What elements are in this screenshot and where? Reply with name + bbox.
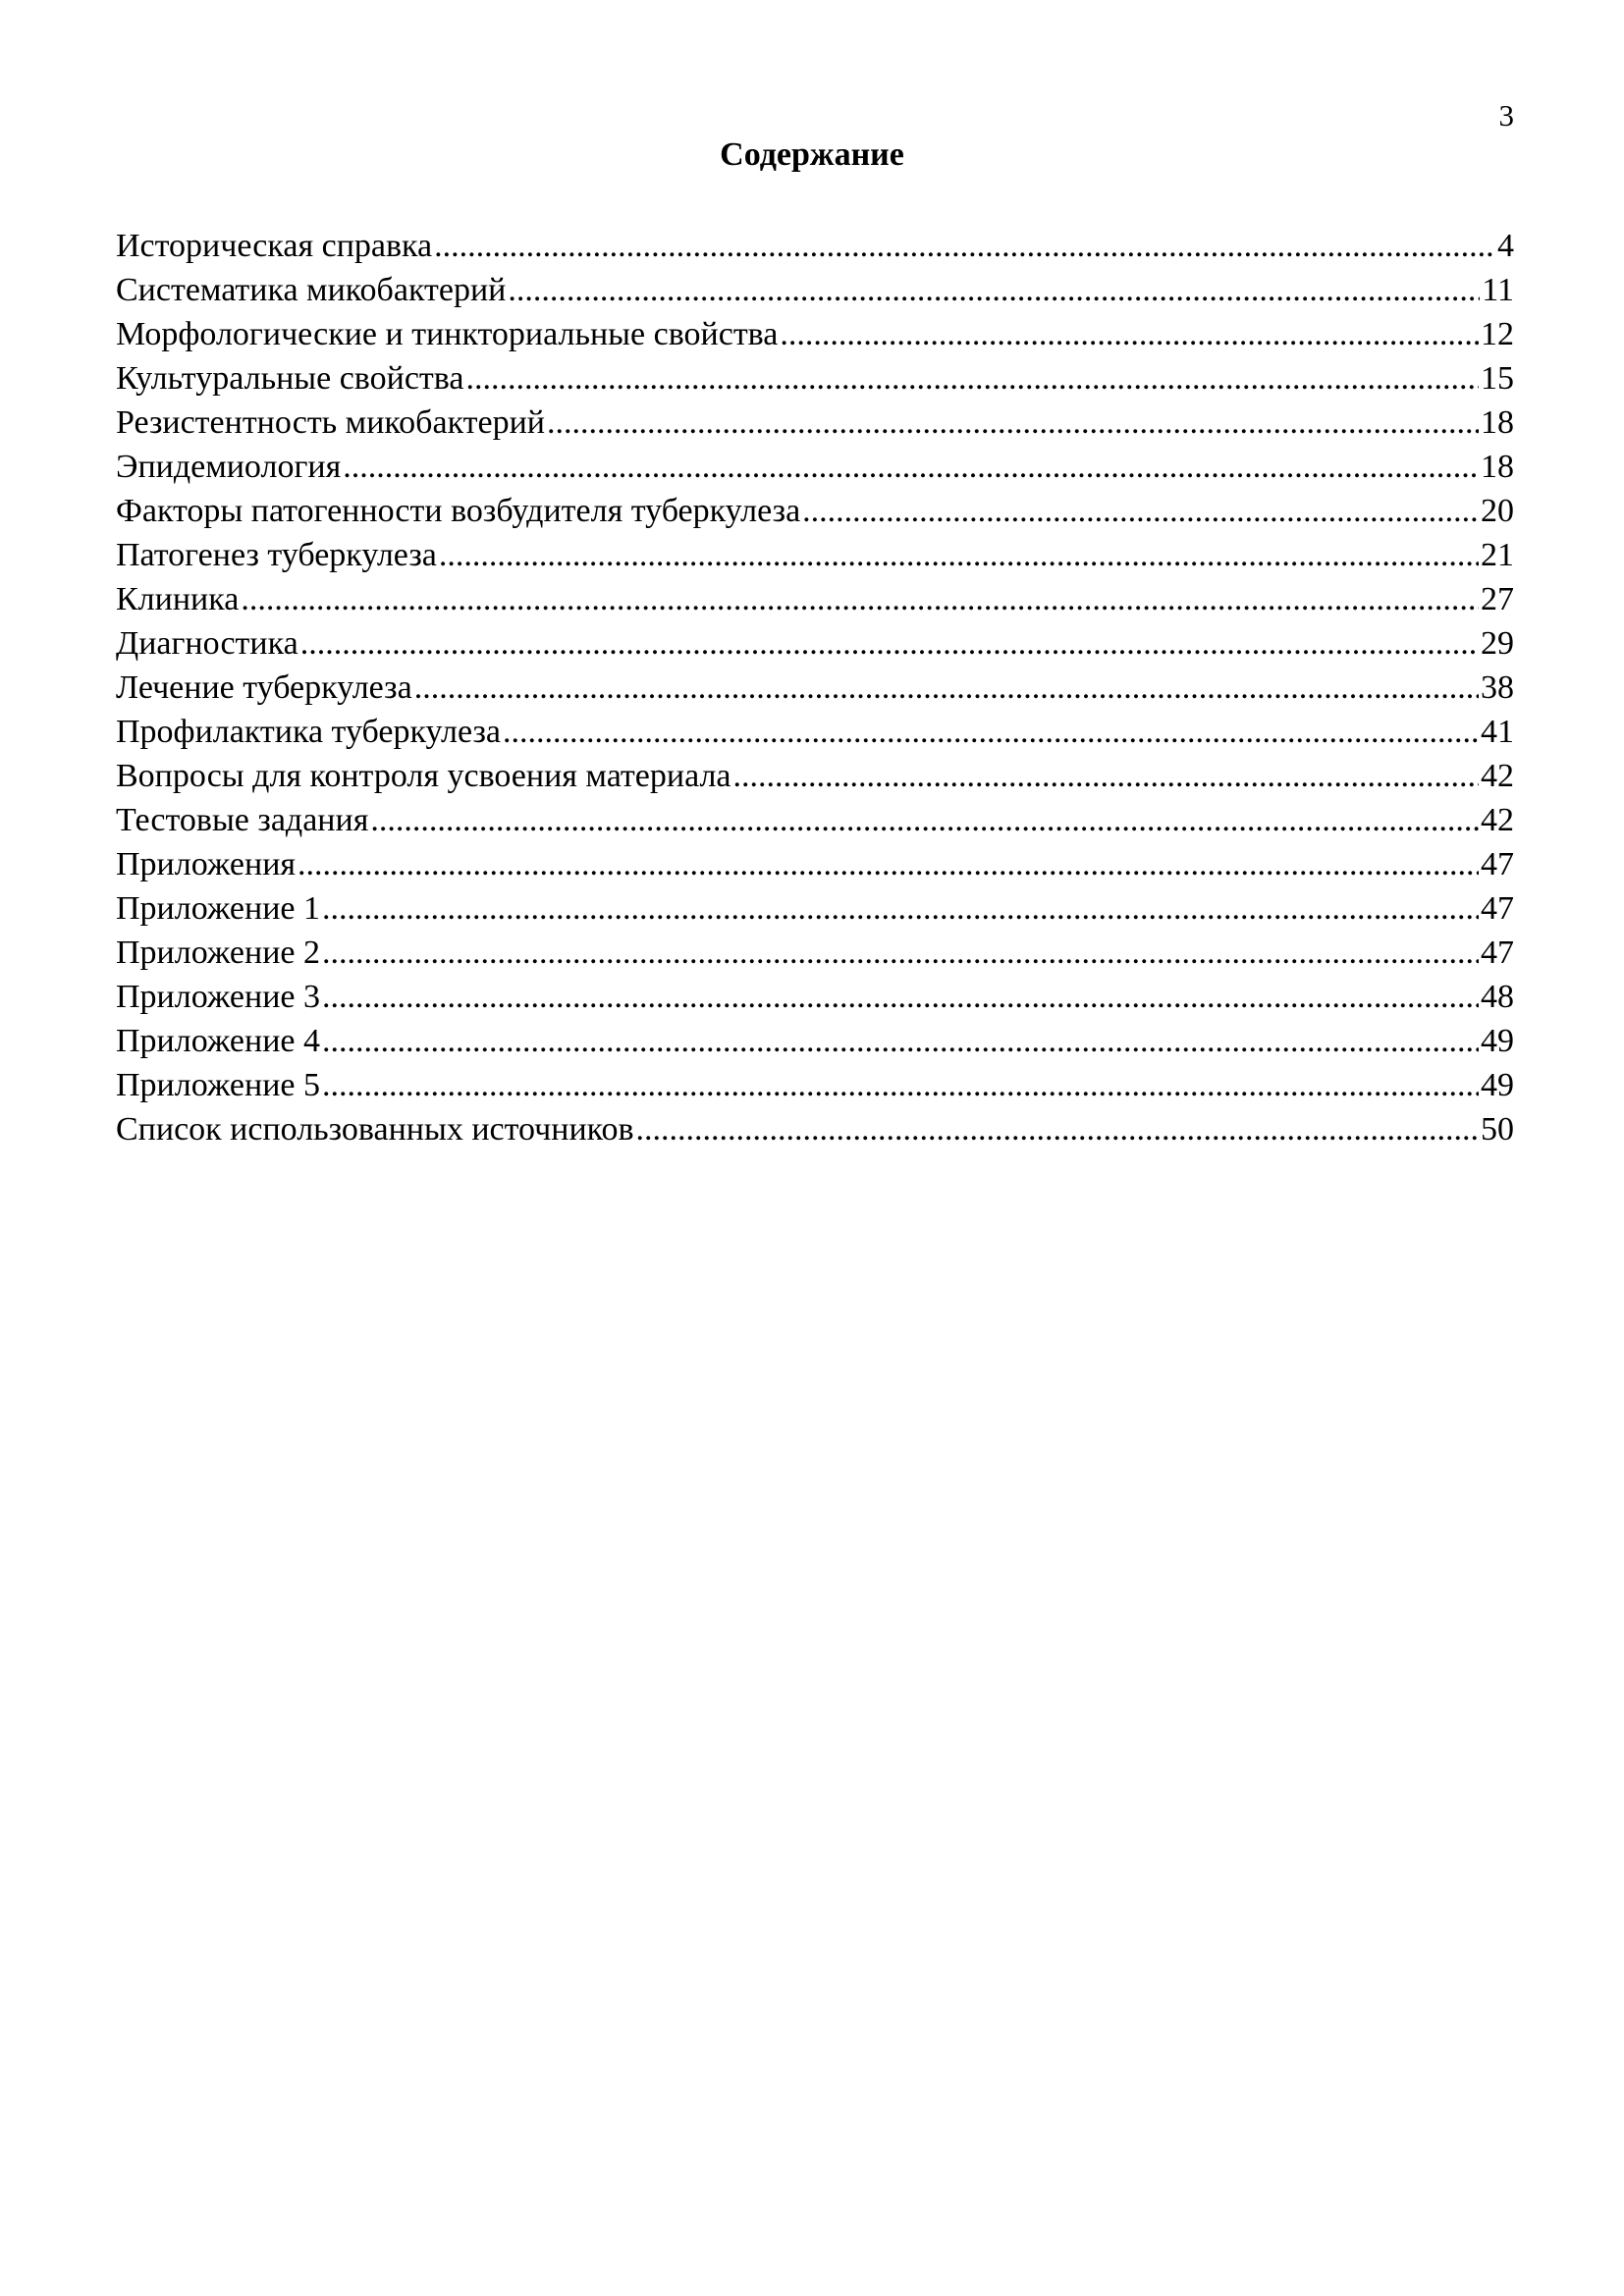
toc-entry-page: 21 <box>1481 537 1514 573</box>
toc-entry[interactable] <box>116 975 1514 1019</box>
toc-leader-dots <box>508 268 1480 312</box>
toc-leader-dots <box>322 1019 1479 1063</box>
toc-entry-label: Культуральные свойства <box>116 360 464 397</box>
toc-entry-label: Приложение 2 <box>116 934 320 971</box>
toc-entry-page: 48 <box>1481 979 1514 1015</box>
toc-entry-label: Тестовые задания <box>116 802 369 838</box>
toc-entry-label: Морфологические и тинкториальные свойства <box>116 316 779 352</box>
toc-leader-dots <box>733 754 1479 798</box>
toc-entry-label: Приложения <box>116 846 297 882</box>
toc-entry-page: 11 <box>1482 272 1514 308</box>
toc-entry-page: 20 <box>1481 493 1514 529</box>
toc-entry-label: Приложение 1 <box>116 890 320 927</box>
toc-entry-page: 4 <box>1497 228 1514 264</box>
toc-entry-page: 38 <box>1481 669 1514 706</box>
toc-entry-page: 47 <box>1481 890 1514 927</box>
toc-leader-dots <box>503 710 1479 754</box>
toc-leader-dots <box>298 842 1479 886</box>
toc-entry-page: 27 <box>1481 581 1514 617</box>
toc-entry-label: Патогенез туберкулеза <box>116 537 437 573</box>
toc-entry-label: Клиника <box>116 581 240 617</box>
toc-leader-dots <box>322 1063 1479 1107</box>
toc-entry-page: 42 <box>1481 758 1514 794</box>
toc-entry[interactable] <box>116 842 1514 886</box>
toc-entry-label: Приложение 4 <box>116 1023 320 1059</box>
toc-entry[interactable] <box>116 224 1514 268</box>
toc-entry[interactable] <box>116 312 1514 356</box>
toc-entry[interactable] <box>116 666 1514 710</box>
toc-entry-label: Приложение 5 <box>116 1067 320 1103</box>
toc-entry[interactable] <box>116 886 1514 931</box>
toc-entry[interactable] <box>116 268 1514 312</box>
toc-entry-page: 47 <box>1481 934 1514 971</box>
toc-entry-page: 49 <box>1481 1023 1514 1059</box>
toc-entry-label: Диагностика <box>116 625 298 662</box>
toc-entry[interactable] <box>116 445 1514 489</box>
page-number: 3 <box>1498 98 1514 133</box>
toc-entry[interactable] <box>116 577 1514 621</box>
toc-entry-label: Систематика микобактерий <box>116 272 507 308</box>
toc-leader-dots <box>434 224 1495 268</box>
toc-entry-page: 41 <box>1481 714 1514 750</box>
toc-entry-label: Факторы патогенности возбудителя туберкулеза <box>116 493 801 529</box>
toc-leader-dots <box>343 445 1479 489</box>
toc-entry[interactable] <box>116 621 1514 666</box>
toc-entry[interactable] <box>116 400 1514 445</box>
toc-entry-page: 42 <box>1481 802 1514 838</box>
toc-entry[interactable] <box>116 1019 1514 1063</box>
toc-leader-dots <box>300 621 1479 666</box>
toc-entry-page: 18 <box>1481 449 1514 485</box>
toc-leader-dots <box>414 666 1479 710</box>
toc-entry[interactable] <box>116 1063 1514 1107</box>
toc-entry-label: Список использованных источников <box>116 1111 634 1148</box>
toc-leader-dots <box>780 312 1479 356</box>
toc-entry[interactable] <box>116 1107 1514 1151</box>
toc-entry-page: 50 <box>1481 1111 1514 1148</box>
toc-entry[interactable] <box>116 798 1514 842</box>
toc-entry-label: Резистентность микобактерий <box>116 404 545 441</box>
table-of-contents <box>116 224 1514 1151</box>
toc-entry[interactable] <box>116 533 1514 577</box>
toc-entry-label: Лечение туберкулеза <box>116 669 412 706</box>
toc-entry-page: 29 <box>1481 625 1514 662</box>
toc-entry-page: 49 <box>1481 1067 1514 1103</box>
toc-entry-page: 47 <box>1481 846 1514 882</box>
toc-leader-dots <box>465 356 1479 400</box>
toc-leader-dots <box>322 975 1479 1019</box>
toc-leader-dots <box>439 533 1479 577</box>
toc-entry[interactable] <box>116 356 1514 400</box>
toc-entry[interactable] <box>116 710 1514 754</box>
toc-entry-label: Профилактика туберкулеза <box>116 714 501 750</box>
toc-entry-label: Вопросы для контроля усвоения материала <box>116 758 731 794</box>
toc-entry[interactable] <box>116 931 1514 975</box>
toc-entry-page: 12 <box>1481 316 1514 352</box>
toc-entry-label: Приложение 3 <box>116 979 320 1015</box>
toc-leader-dots <box>322 886 1479 931</box>
toc-entry[interactable] <box>116 489 1514 533</box>
toc-entry-label: Эпидемиология <box>116 449 342 485</box>
toc-title: Содержание <box>720 136 904 173</box>
toc-entry-label: Историческая справка <box>116 228 433 264</box>
toc-leader-dots <box>370 798 1479 842</box>
toc-leader-dots <box>636 1107 1480 1151</box>
toc-leader-dots <box>241 577 1479 621</box>
toc-leader-dots <box>802 489 1479 533</box>
toc-leader-dots <box>322 931 1479 975</box>
toc-entry-page: 18 <box>1481 404 1514 441</box>
toc-entry[interactable] <box>116 754 1514 798</box>
toc-leader-dots <box>547 400 1479 445</box>
toc-entry-page: 15 <box>1481 360 1514 397</box>
